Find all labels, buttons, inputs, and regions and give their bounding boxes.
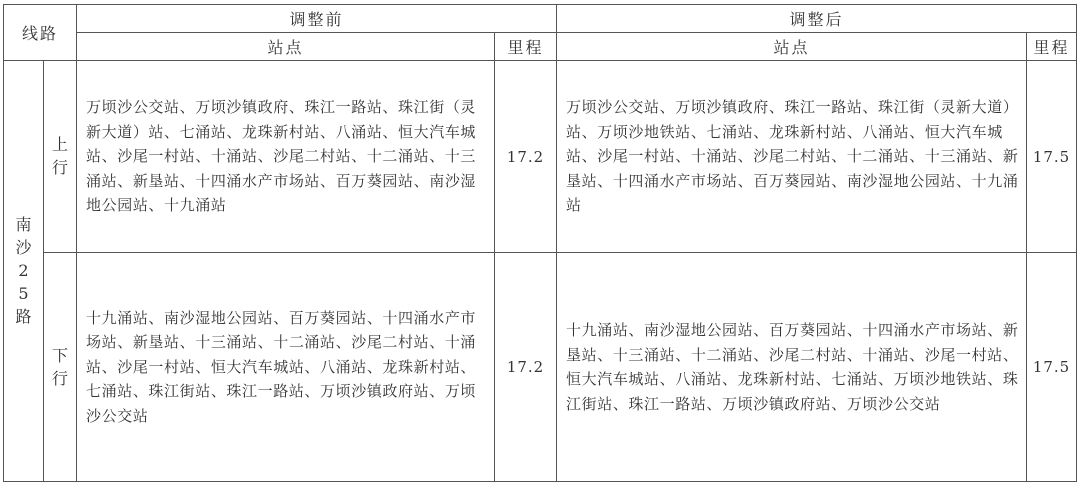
after-stations-up: 万顷沙公交站、万顷沙镇政府、珠江一路站、珠江街（灵新大道）站、万顷沙地铁站、七涌站、龙珠新村站、八涌站、恒大汽车城站、沙尾一村站、十涌站、沙尾二村站、十二涌站、十三涌站、新垦站、十四涌水产市场站、百万葵园站、南沙湿地公园站、十九涌站: [557, 61, 1027, 253]
after-stations-down: 十九涌站、南沙湿地公园站、百万葵园站、十四涌水产市场站、新垦站、十三涌站、十二涌站、沙尾二村站、十涌站、沙尾一村站、恒大汽车城站、八涌站、龙珠新村站、七涌站、万顷沙地铁站、珠江街站、珠江一路站、万顷沙镇政府站、万顷沙公交站: [557, 253, 1027, 482]
direction-label-down: 下行: [51, 345, 68, 388]
header-row-1: [4, 5, 1077, 33]
before-adjustment-header: 调整前: [77, 5, 557, 33]
before-distance-down: 17.2: [495, 253, 557, 482]
before-station-header: 站点: [77, 33, 495, 61]
after-distance-down: 17.5: [1027, 253, 1077, 482]
route-column-header: 线路: [4, 5, 77, 61]
before-distance-up: 17.2: [495, 61, 557, 253]
header-row-2: [4, 33, 1077, 61]
after-distance-up: 17.5: [1027, 61, 1077, 253]
direction-label-up: 上行: [51, 135, 68, 177]
after-station-header: 站点: [557, 33, 1027, 61]
route-name: 南沙25路: [15, 215, 32, 326]
route-adjustment-table: [3, 4, 1077, 482]
table-row-down: [4, 253, 1077, 482]
before-distance-header: 里程: [495, 33, 557, 61]
after-adjustment-header: 调整后: [557, 5, 1077, 33]
after-distance-header: 里程: [1027, 33, 1077, 61]
direction-cell-up: [44, 61, 77, 253]
route-name-cell: [4, 61, 44, 482]
direction-cell-down: [44, 253, 77, 482]
before-stations-up: 万顷沙公交站、万顷沙镇政府、珠江一路站、珠江街（灵新大道）站、七涌站、龙珠新村站、八涌站、恒大汽车城站、沙尾一村站、十涌站、沙尾二村站、十二涌站、十三涌站、新垦站、十四涌水产市场站、百万葵园站、南沙湿地公园站、十九涌站: [77, 61, 495, 253]
table-row-up: [4, 61, 1077, 253]
before-stations-down: 十九涌站、南沙湿地公园站、百万葵园站、十四涌水产市场站、新垦站、十三涌站、十二涌站、沙尾二村站、十涌站、沙尾一村站、恒大汽车城站、八涌站、龙珠新村站、七涌站、珠江街站、珠江一路站、万顷沙镇政府站、万顷沙公交站: [77, 253, 495, 482]
